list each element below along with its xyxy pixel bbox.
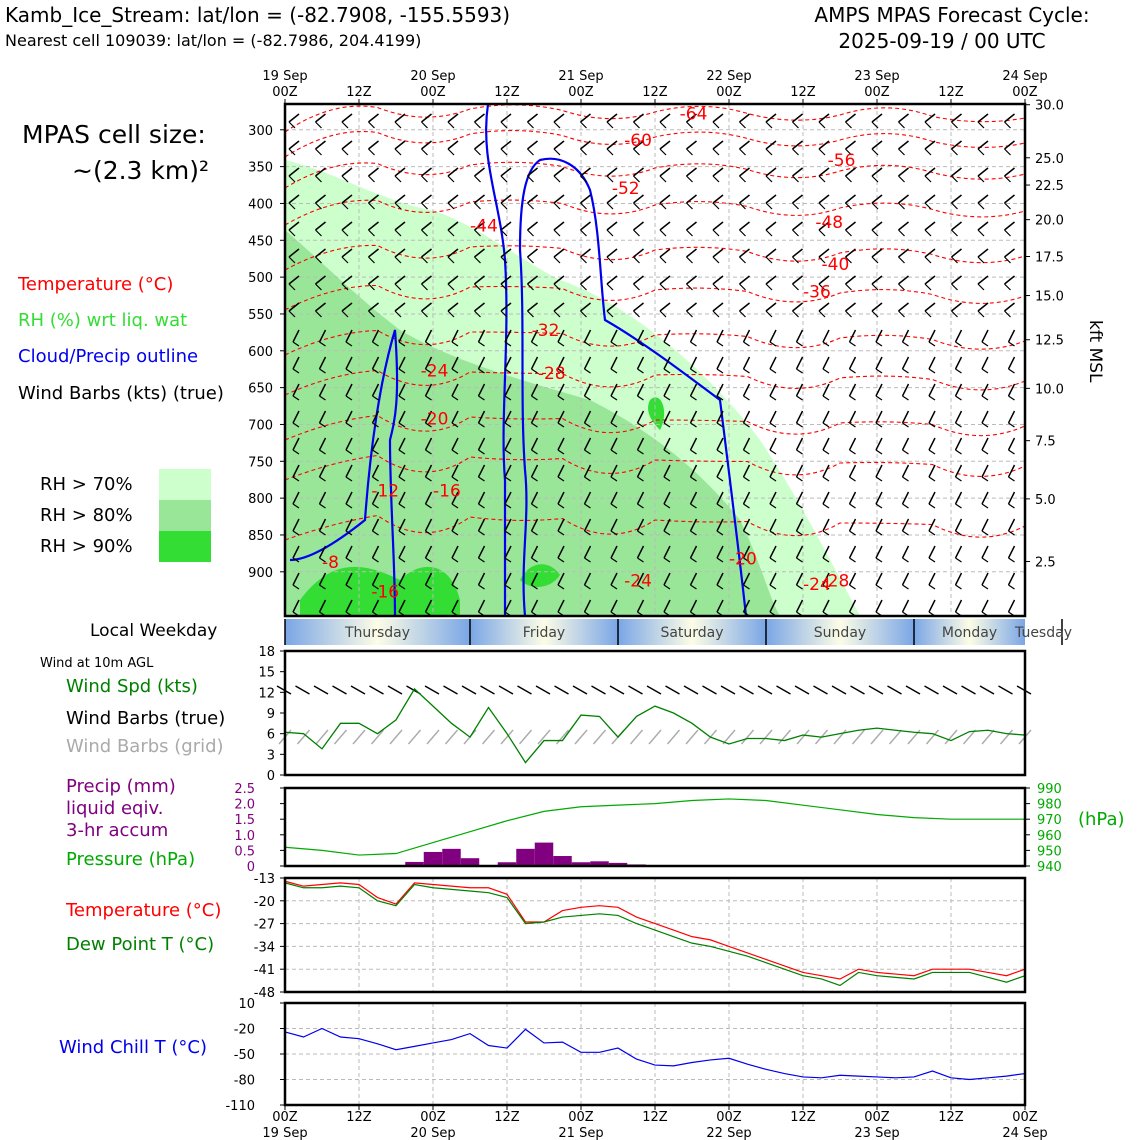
x-bottom-date-label: 22 Sep <box>706 1126 752 1140</box>
x-bottom-hour-label: 12Z <box>494 1110 520 1125</box>
windchill-y-tick-label: 10 <box>238 997 255 1012</box>
y-tick-label: 450 <box>248 234 273 250</box>
temperature-label: -40 <box>821 254 850 275</box>
precip-y-tick-label: 0.5 <box>234 844 255 860</box>
weekday-name: Saturday <box>660 625 724 641</box>
y-tick-label: 700 <box>248 418 273 434</box>
windchill-y-tick-label: -110 <box>225 1099 255 1114</box>
temperature-label: -28 <box>537 363 566 384</box>
temperature-label: -24 <box>420 361 449 382</box>
x-bottom-hour-label: 12Z <box>346 1110 372 1125</box>
surface-wind-barb-grid <box>686 730 698 744</box>
wind-y-tick-label: 0 <box>266 769 275 784</box>
surface-wind-barb-grid <box>446 730 458 744</box>
surface-wind-barb-grid <box>501 730 513 744</box>
wind-barbs-grid-label: Wind Barbs (grid) <box>66 736 224 757</box>
x-top-hour-label: 12Z <box>346 85 372 100</box>
temperature-label: -32 <box>531 321 560 342</box>
surface-wind-barb-grid <box>316 730 328 744</box>
x-top-hour-label: 12Z <box>790 85 816 100</box>
weekday-name: Sunday <box>813 625 867 641</box>
surface-wind-barb-grid <box>779 730 791 744</box>
surface-wind-barb-true <box>832 686 846 694</box>
temp-y-tick-label: -48 <box>253 986 275 1001</box>
surface-wind-barb-true <box>851 686 865 694</box>
y-tick-label: 850 <box>248 528 273 544</box>
surface-wind-barb-true <box>888 686 902 694</box>
x-bottom-hour-label: 00Z <box>420 1110 446 1125</box>
wind-y-tick-label: 6 <box>266 727 275 743</box>
temperature-label: -20 <box>729 549 757 570</box>
y-tick-label: 600 <box>248 344 273 360</box>
precip-y-tick-label: 2.0 <box>234 797 255 813</box>
y-tick-label: 800 <box>248 492 273 508</box>
surface-wind-barb-true <box>980 686 994 694</box>
surface-wind-barb-true <box>647 686 661 694</box>
wind-panel-frame <box>285 651 1025 775</box>
surface-wind-barb-grid <box>409 730 421 744</box>
x-top-hour-label: 12Z <box>938 85 964 100</box>
precip-bar <box>424 852 443 866</box>
precip-bar <box>442 849 461 866</box>
dewpoint-panel-label: Dew Point T (°C) <box>66 934 215 955</box>
y-right-tick-label: 25.0 <box>1035 151 1064 167</box>
temperature-label: -28 <box>821 571 850 592</box>
y-right-tick-label: 10.0 <box>1035 382 1064 398</box>
surface-wind-barb-true <box>444 686 458 694</box>
wind-panel <box>258 645 1031 784</box>
windchill-y-tick-label: -20 <box>233 1022 255 1038</box>
surface-wind-barb-grid <box>557 730 569 744</box>
temperature-label: -56 <box>827 150 856 171</box>
precip-label-3: 3-hr accum <box>66 820 169 841</box>
surface-wind-barb-true <box>333 686 347 694</box>
pressure-y-tick-label: 980 <box>1037 797 1062 813</box>
surface-wind-barb-true <box>684 686 698 694</box>
x-top-date-label: 21 Sep <box>558 69 604 84</box>
temperature-label: -24 <box>624 571 652 592</box>
x-top-hour-label: 00Z <box>420 85 446 100</box>
y-right-tick-label: 15.0 <box>1035 289 1064 305</box>
surface-wind-barb-true <box>999 686 1013 694</box>
chart-subtitle-left: Nearest cell 109039: lat/lon = (-82.7986, 204.4199) <box>5 31 422 50</box>
surface-wind-barb-grid <box>372 730 384 744</box>
surface-wind-barb-true <box>351 686 365 694</box>
weekday-name: Thursday <box>344 625 411 641</box>
precip-label-2: liquid eqiv. <box>66 798 164 819</box>
precip-y-tick-label: 2.5 <box>234 782 255 797</box>
y-right-tick-label: 17.5 <box>1035 250 1064 266</box>
y-right-tick-label: 30.0 <box>1035 98 1064 114</box>
x-top-hour-label: 12Z <box>642 85 668 100</box>
surface-wind-barb-true <box>906 686 920 694</box>
precip-pressure-panel <box>234 782 1062 875</box>
temperature-panel <box>254 872 1025 1001</box>
x-top-date-label: 20 Sep <box>410 69 456 84</box>
x-top-hour-label: 00Z <box>568 85 594 100</box>
x-bottom-hour-label: 00Z <box>568 1110 594 1125</box>
wind-y-tick-label: 9 <box>266 707 275 722</box>
legend-rh80: RH > 80% <box>40 505 133 526</box>
surface-wind-barb-grid <box>594 730 606 744</box>
surface-wind-barb-true <box>962 686 976 694</box>
pressure-label: Pressure (hPa) <box>66 849 196 870</box>
x-top-hour-label: 00Z <box>272 85 298 100</box>
surface-wind-barb-true <box>370 686 384 694</box>
x-bottom-date-label: 19 Sep <box>262 1126 308 1140</box>
x-top-hour-label: 00Z <box>1012 85 1038 100</box>
y-right-tick-label: 12.5 <box>1035 333 1064 349</box>
temp-y-tick-label: -20 <box>253 894 275 910</box>
x-bottom-date-label: 24 Sep <box>1002 1126 1048 1140</box>
x-bottom-hour-label: 00Z <box>864 1110 890 1125</box>
legend-wind-barbs: Wind Barbs (kts) (true) <box>18 383 224 404</box>
weekday-strip <box>285 619 1072 645</box>
x-bottom-hour-label: 00Z <box>716 1110 742 1125</box>
surface-wind-barb-grid <box>631 730 643 744</box>
surface-wind-barb-grid <box>853 730 865 744</box>
wind-y-tick-label: 18 <box>258 645 275 660</box>
surface-wind-barb-grid <box>982 730 994 744</box>
x-top-hour-label: 00Z <box>864 85 890 100</box>
pressure-y-tick-label: 960 <box>1037 828 1062 844</box>
y-right-tick-label: 2.5 <box>1035 555 1056 571</box>
surface-wind-barb-true <box>314 686 328 694</box>
surface-wind-barb-true <box>629 686 643 694</box>
y-tick-label: 300 <box>248 123 273 139</box>
precip-bar <box>553 856 572 866</box>
wind-y-tick-label: 15 <box>258 665 275 681</box>
temperature-label: -16 <box>433 481 461 502</box>
temperature-label: -60 <box>624 130 652 151</box>
kft-axis-label: kft MSL <box>1085 320 1105 383</box>
surface-wind-barb-grid <box>649 730 661 744</box>
surface-wind-barb-grid <box>390 730 402 744</box>
legend-rh70: RH > 70% <box>40 474 133 495</box>
x-bottom-date-label: 20 Sep <box>410 1126 456 1140</box>
x-bottom-hour-label: 12Z <box>790 1110 816 1125</box>
surface-wind-barb-true <box>758 686 772 694</box>
wind-speed-line <box>285 689 1025 763</box>
surface-wind-barb-true <box>943 686 957 694</box>
temp-y-tick-label: -41 <box>253 963 275 979</box>
surface-wind-barb-true <box>499 686 513 694</box>
surface-wind-barb-grid <box>483 730 495 744</box>
surface-wind-barb-true <box>536 686 550 694</box>
weekday-label: Local Weekday <box>90 621 218 641</box>
y-right-tick-label: 7.5 <box>1035 434 1056 450</box>
temperature-label: -20 <box>420 409 449 430</box>
pressure-line <box>285 799 1025 855</box>
x-top-date-label: 23 Sep <box>854 69 900 84</box>
pressure-y-tick-label: 970 <box>1037 813 1062 829</box>
y-tick-label: 400 <box>248 197 273 213</box>
y-right-tick-label: 20.0 <box>1035 213 1064 229</box>
temperature-label: -16 <box>371 582 400 603</box>
temp-y-tick-label: -27 <box>253 917 275 933</box>
y-right-tick-label: 22.5 <box>1035 179 1064 195</box>
weekday-name: Friday <box>522 625 566 641</box>
pressure-unit-label: (hPa) <box>1078 809 1125 830</box>
surface-wind-barb-true <box>666 686 680 694</box>
x-top-date-label: 22 Sep <box>706 69 752 84</box>
surface-wind-barb-true <box>925 686 939 694</box>
surface-wind-barb-true <box>740 686 754 694</box>
x-top-hour-label: 00Z <box>716 85 742 100</box>
windchill-y-tick-label: -80 <box>233 1073 255 1089</box>
surface-wind-barb-grid <box>575 730 587 744</box>
legend-temperature: Temperature (°C) <box>18 274 174 295</box>
x-top-hour-label: 12Z <box>494 85 520 100</box>
wind-y-tick-label: 3 <box>266 748 275 764</box>
cell-size-label: MPAS cell size: <box>22 120 206 149</box>
y-right-tick-label: 5.0 <box>1035 492 1056 508</box>
surface-wind-barb-true <box>555 686 569 694</box>
x-bottom-date-label: 23 Sep <box>854 1126 900 1140</box>
chart-title-right-2: 2025-09-19 / 00 UTC <box>838 29 1046 53</box>
precip-label-1: Precip (mm) <box>66 776 176 797</box>
x-bottom-date-label: 21 Sep <box>558 1126 604 1140</box>
x-bottom-hour-label: 00Z <box>1012 1110 1038 1125</box>
surface-wind-barb-grid <box>945 730 957 744</box>
precip-bar <box>535 843 554 866</box>
legend-cloud: Cloud/Precip outline <box>18 346 199 367</box>
temperature-panel-label: Temperature (°C) <box>66 900 222 921</box>
precip-y-tick-label: 0 <box>246 860 255 875</box>
surface-wind-barb-true <box>703 686 717 694</box>
legend-rh: RH (%) wrt liq. wat <box>18 310 188 331</box>
surface-wind-barb-true <box>814 686 828 694</box>
wind-barbs-true-label: Wind Barbs (true) <box>66 708 226 729</box>
temperature-label: -48 <box>815 212 844 233</box>
surface-wind-barb-true <box>481 686 495 694</box>
temperature-label: -52 <box>611 178 640 199</box>
surface-wind-barb-true <box>721 686 735 694</box>
surface-wind-barb-true <box>795 686 809 694</box>
surface-wind-barb-true <box>592 686 606 694</box>
y-tick-label: 350 <box>248 160 273 176</box>
temp-y-tick-label: -13 <box>253 872 275 887</box>
surface-wind-barb-grid <box>1001 730 1013 744</box>
temperature-label: -36 <box>803 282 831 303</box>
surface-wind-barb-grid <box>335 730 347 744</box>
y-tick-label: 550 <box>248 307 273 323</box>
surface-wind-barb-grid <box>668 730 680 744</box>
windchill-panel <box>225 997 1047 1140</box>
surface-wind-barb-grid <box>797 730 809 744</box>
surface-wind-barb-grid <box>520 730 532 744</box>
y-tick-label: 500 <box>248 271 273 287</box>
wind-speed-label: Wind Spd (kts) <box>66 676 198 697</box>
surface-wind-barb-grid <box>890 730 902 744</box>
surface-wind-barb-true <box>462 686 476 694</box>
surface-wind-barb-grid <box>760 730 772 744</box>
legend-rh90: RH > 90% <box>40 536 133 557</box>
surface-wind-barb-grid <box>871 730 883 744</box>
surface-wind-barb-true <box>573 686 587 694</box>
x-bottom-hour-label: 12Z <box>938 1110 964 1125</box>
weekday-name: Tuesday <box>1015 625 1072 641</box>
surface-wind-barb-true <box>777 686 791 694</box>
chart-title-right-1: AMPS MPAS Forecast Cycle: <box>814 3 1090 27</box>
temp-y-tick-label: -34 <box>253 940 275 956</box>
surface-wind-barb-true <box>425 686 439 694</box>
windchill-panel-label: Wind Chill T (°C) <box>59 1037 207 1058</box>
temperature-label: -24 <box>803 575 831 596</box>
cell-size-value: ~(2.3 km)² <box>72 156 210 185</box>
surface-wind-barb-true <box>518 686 532 694</box>
temperature-label: -64 <box>679 104 708 125</box>
pressure-y-tick-label: 940 <box>1037 860 1062 875</box>
surface-wind-barb-grid <box>538 730 550 744</box>
y-tick-label: 750 <box>248 455 273 471</box>
surface-wind-barb-true <box>296 686 310 694</box>
chart-title-left: Kamb_Ice_Stream: lat/lon = (-82.7908, -155.5593) <box>5 3 511 27</box>
x-top-date-label: 19 Sep <box>262 69 308 84</box>
pressure-y-tick-label: 950 <box>1037 844 1062 860</box>
y-tick-label: 650 <box>248 381 273 397</box>
precip-y-tick-label: 1.0 <box>234 828 255 844</box>
pressure-y-tick-label: 990 <box>1037 782 1062 797</box>
weekday-name: Monday <box>941 625 998 641</box>
wind-y-tick-label: 12 <box>258 686 275 702</box>
surface-wind-barb-grid <box>834 730 846 744</box>
windchill-y-tick-label: -50 <box>233 1048 255 1063</box>
y-tick-label: 900 <box>248 565 273 581</box>
temperature-label: -44 <box>470 216 498 237</box>
x-bottom-hour-label: 00Z <box>272 1110 298 1125</box>
x-top-date-label: 24 Sep <box>1002 69 1048 84</box>
wind-10m-label: Wind at 10m AGL <box>40 656 154 671</box>
surface-wind-barb-true <box>610 686 624 694</box>
temperature-label: -8 <box>322 553 339 574</box>
surface-wind-barb-grid <box>927 730 939 744</box>
precip-bar <box>516 849 535 866</box>
surface-wind-barb-grid <box>427 730 439 744</box>
precip-y-tick-label: 1.5 <box>234 813 255 829</box>
x-bottom-hour-label: 12Z <box>642 1110 668 1125</box>
surface-wind-barb-true <box>388 686 402 694</box>
surface-wind-barb-true <box>869 686 883 694</box>
precip-panel-frame <box>285 788 1025 866</box>
cross-section-panel <box>248 69 1064 616</box>
temperature-label: -12 <box>371 481 400 502</box>
surface-wind-barb-grid <box>742 730 754 744</box>
surface-wind-barb-grid <box>353 730 365 744</box>
